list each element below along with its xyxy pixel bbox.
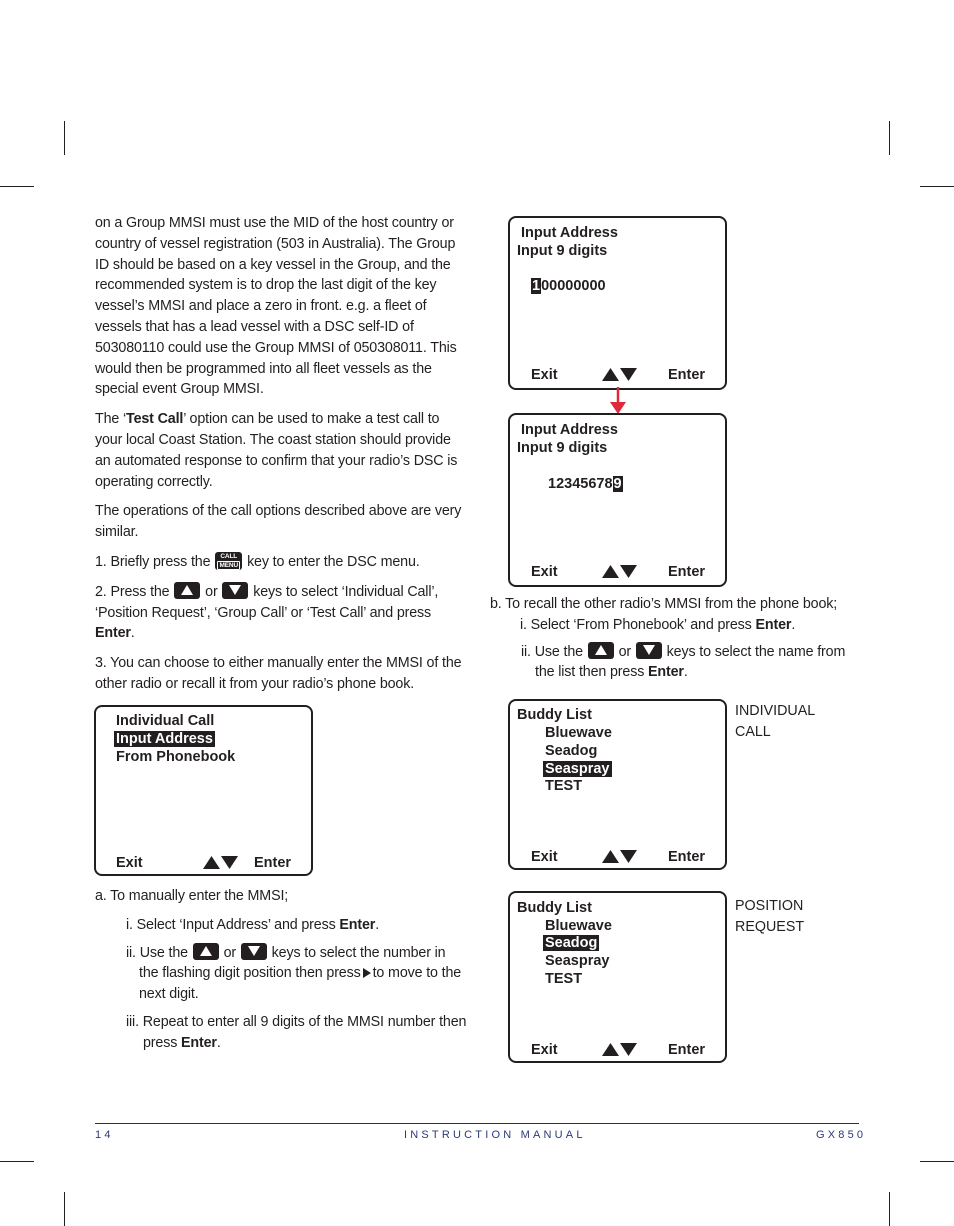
radio-screen-call-menu [94, 705, 313, 876]
mmsi-digits: 123456789 [548, 476, 622, 492]
label-individual-call: INDIVIDUAL CALL [735, 703, 816, 740]
crop-mark [920, 1161, 954, 1162]
call-menu-key-icon: CALL MENU [215, 552, 242, 570]
softkey-enter: Enter [668, 564, 706, 580]
step-a-ii: ii. Use the or keys to select the number in the flashing digit position then press to move to the next digit. [126, 944, 462, 1003]
crop-mark [0, 186, 34, 187]
phonebook-instructions [490, 594, 854, 690]
step-a-intro: a. To manually enter the MMSI; [95, 888, 289, 904]
buddy-item: TEST [545, 971, 583, 987]
buddy-item: TEST [545, 778, 583, 794]
step-b-intro: b. To recall the other radio’s MMSI from the phone book; [490, 596, 838, 612]
buddy-item-selected: Seadog [545, 935, 598, 951]
footer-title: INSTRUCTION MANUAL [404, 1129, 586, 1141]
up-arrow-key-icon [193, 943, 219, 960]
footer-rule [95, 1123, 859, 1124]
step-3: 3. You can choose to either manually enter the MMSI of the other radio or recall it from your radio’s phone book. [95, 655, 462, 692]
softkey-enter: Enter [254, 855, 292, 871]
paragraph-test-call: The ‘Test Call’ option can be used to make a test call to your local Coast Station. The coast station should provide an automated response to confirm that your radio’s DSC is operating correctly. [95, 411, 458, 490]
up-down-arrows-icon [602, 850, 637, 863]
down-arrow-key-icon [636, 642, 662, 659]
step-b-ii: ii. Use the or keys to select the name from the list then press Enter. [521, 643, 846, 681]
paragraph-operations: The operations of the call options described above are very similar. [95, 503, 462, 541]
softkey-enter: Enter [668, 367, 706, 383]
flow-arrow-icon [609, 387, 627, 415]
step-b-i: i. Select ‘From Phonebook’ and press Enter. [520, 616, 796, 633]
screen-title: Buddy List [517, 707, 592, 723]
menu-item-from-phonebook: From Phonebook [116, 749, 236, 765]
step-a-i: i. Select ‘Input Address’ and press Enter. [126, 916, 380, 933]
menu-item-individual-call: Individual Call [116, 713, 215, 729]
step-1: 1. Briefly press the CALL MENU key to enter the DSC menu. [95, 552, 420, 570]
screen-subtitle: Input 9 digits [517, 440, 608, 456]
step-a-iii: iii. Repeat to enter all 9 digits of the MMSI number then press Enter. [126, 1013, 467, 1051]
crop-mark [920, 186, 954, 187]
radio-screen-input-address-2 [508, 413, 727, 587]
crop-mark [64, 1192, 65, 1226]
paragraph-group-mmsi: on a Group MMSI must use the MID of the host country or country of vessel registration (503 in Australia). The Group ID should be based on a key vessel in the Group, and the recommended system is to drop the last digit of the key vessel’s MMSI and place a zero in front. e.g. a fleet of vessels that has a lead vessel with a DSC self-ID of 503080110 could use the Group MMSI of 050308011. This would then be programmed into all fleet vessels as the special event Group MMSI. [95, 215, 457, 398]
screen-title: Input Address [521, 422, 618, 438]
softkey-exit: Exit [116, 855, 143, 871]
radio-screen-input-address-1 [508, 216, 727, 390]
up-down-arrows-icon [203, 856, 238, 869]
up-down-arrows-icon [602, 1043, 637, 1056]
menu-item-input-address: Input Address [116, 731, 213, 747]
screen-title: Buddy List [517, 900, 592, 916]
footer-model: GX850 [816, 1129, 867, 1141]
step-2: 2. Press the or keys to select ‘Individual Call’, ‘Position Request’, ‘Group Call’ or ‘Test Call’ and press Enter. [95, 583, 439, 642]
down-arrow-key-icon [241, 943, 267, 960]
radio-screen-buddy-list-position [508, 891, 727, 1063]
softkey-exit: Exit [531, 367, 558, 383]
screen-title: Input Address [521, 225, 618, 241]
up-arrow-key-icon [588, 642, 614, 659]
right-arrow-icon [363, 968, 371, 978]
softkey-exit: Exit [531, 1042, 558, 1058]
up-down-arrows-icon [602, 565, 637, 578]
buddy-item: Seaspray [545, 953, 610, 969]
crop-mark [889, 1192, 890, 1226]
softkey-enter: Enter [668, 849, 706, 865]
down-arrow-key-icon [222, 582, 248, 599]
radio-screen-buddy-list-individual [508, 699, 727, 870]
crop-mark [889, 121, 890, 155]
buddy-item: Bluewave [545, 725, 612, 741]
left-column [95, 213, 467, 704]
page-number: 14 [95, 1129, 114, 1141]
up-arrow-key-icon [174, 582, 200, 599]
softkey-exit: Exit [531, 564, 558, 580]
up-down-arrows-icon [602, 368, 637, 381]
crop-mark [0, 1161, 34, 1162]
buddy-item: Seadog [545, 743, 598, 759]
softkey-exit: Exit [531, 849, 558, 865]
cursor-digit: 9 [613, 476, 622, 492]
crop-mark [64, 121, 65, 155]
screen-subtitle: Input 9 digits [517, 243, 608, 259]
manual-entry-instructions [95, 886, 467, 1061]
buddy-item: Bluewave [545, 918, 612, 934]
buddy-item-selected: Seaspray [545, 761, 610, 777]
label-position-request: POSITION REQUEST [735, 898, 805, 935]
mmsi-digits: 100000000 [532, 278, 606, 294]
cursor-digit: 1 [532, 278, 541, 294]
softkey-enter: Enter [668, 1042, 706, 1058]
